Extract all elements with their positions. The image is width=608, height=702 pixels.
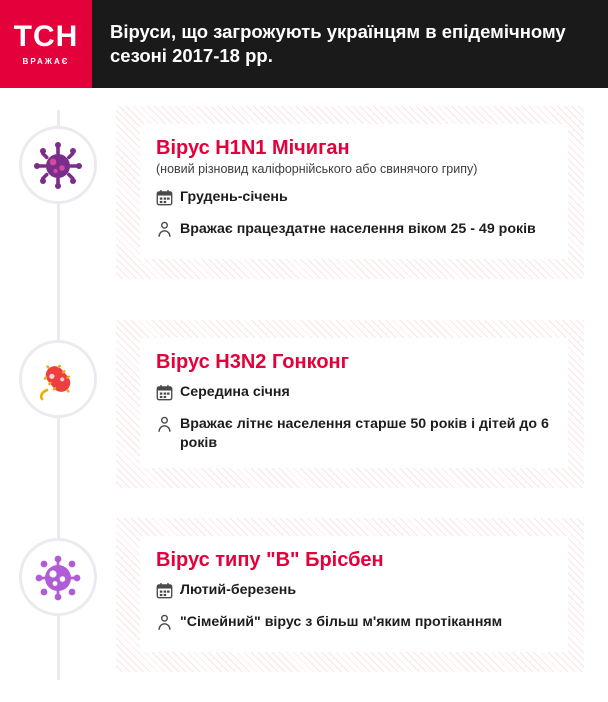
timeline-entry: [0, 106, 608, 279]
virus-subtitle: (новий різновид каліфорнійського або свинячого грипу): [156, 162, 478, 176]
virus-fact-text: Вражає літнє населення старше 50 років і дітей до 6 років: [180, 416, 549, 451]
timeline-entry: [0, 320, 608, 488]
virus-fact: [156, 581, 554, 604]
virus-fact-text: Лютий-березень: [180, 582, 297, 598]
calendar-icon: [156, 188, 180, 211]
virus-title: Вірус H1N1 Мічиган: [156, 137, 350, 159]
virus-fact-text: Вражає працездатне населення віком 25 - 49 років: [180, 220, 536, 237]
virus-card-inner: [140, 124, 568, 259]
timeline-area: [0, 88, 608, 702]
entry-icon-wrap: [0, 106, 116, 204]
virus-icon-purple: [19, 126, 97, 204]
virus-fact: [156, 188, 554, 211]
virus-title: Вірус типу "В" Брісбен: [156, 549, 384, 571]
virus-icon-violet: [19, 538, 97, 616]
person-icon: [156, 613, 180, 636]
person-icon: [156, 220, 180, 243]
virus-card-inner: [140, 338, 568, 468]
virus-card: [116, 106, 584, 279]
logo-text: ТСН: [13, 20, 79, 53]
page-header: [0, 0, 608, 88]
virus-fact-text: Грудень-січень: [180, 188, 288, 205]
virus-card: [116, 320, 584, 488]
entry-icon-wrap: [0, 518, 116, 616]
virus-title: Вірус H3N2 Гонконг: [156, 351, 349, 373]
virus-fact-text: Середина січня: [180, 384, 290, 400]
virus-card-inner: [140, 536, 568, 652]
virus-fact: [156, 613, 554, 636]
tsn-logo: [0, 0, 92, 88]
page-title: Віруси, що загрожують українцям в епідемічному сезоні 2017-18 рр.: [110, 20, 566, 66]
virus-fact: [156, 383, 554, 406]
person-icon: [156, 415, 180, 438]
virus-fact-text: "Сімейний" вірус з більш м'яким протіканням: [180, 614, 503, 630]
calendar-icon: [156, 383, 180, 406]
timeline-entry: [0, 518, 608, 672]
calendar-icon: [156, 581, 180, 604]
virus-fact: [156, 415, 554, 452]
logo-tagline: ВРАЖАЄ: [22, 57, 70, 66]
entry-icon-wrap: [0, 320, 116, 418]
virus-icon-red: [19, 340, 97, 418]
virus-card: [116, 518, 584, 672]
virus-fact: [156, 220, 554, 243]
